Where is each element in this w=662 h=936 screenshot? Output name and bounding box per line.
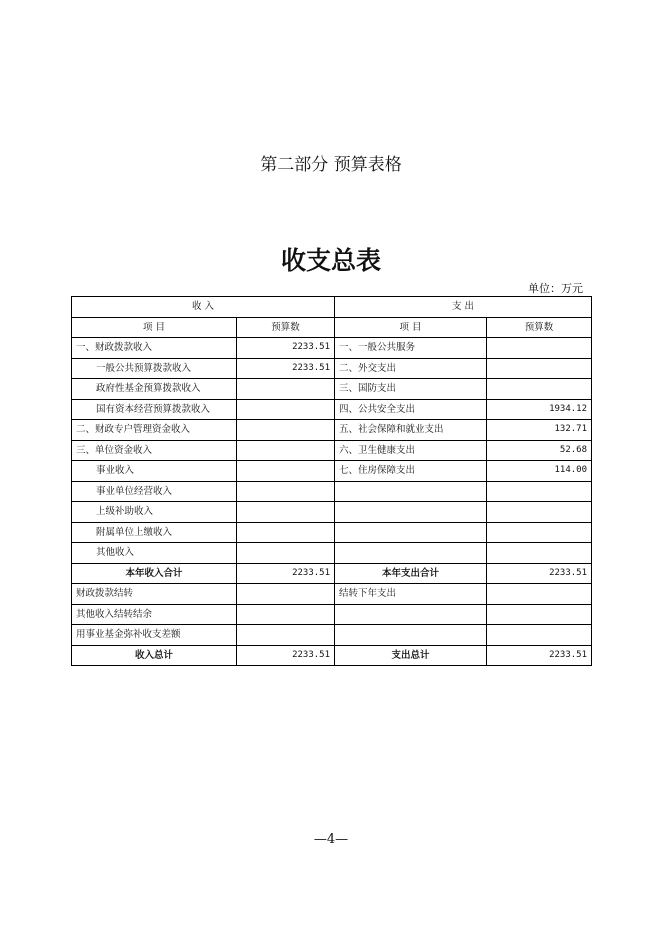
expense-value-cell: 1934.12 [487,399,592,420]
income-item-header: 项 目 [72,317,237,338]
page-number: —4— [313,832,349,847]
expense-value-cell [487,358,592,379]
expense-item-cell [335,502,487,523]
income-value-cell [237,440,335,461]
income-item-cell: 财政拨款结转 [72,584,237,605]
table-row [72,399,592,420]
table-row [72,584,592,605]
income-value-cell [237,481,335,502]
income-item-cell: 其他收入结转结余 [72,604,237,625]
grand-expense-total-value: 2233.51 [487,645,592,666]
table-row [72,625,592,646]
table-row [72,420,592,441]
income-item-cell: 一般公共预算拨款收入 [72,358,237,379]
year-expense-total-value: 2233.51 [487,563,592,584]
income-value-cell: 2233.51 [237,338,335,359]
header-row-columns [72,317,592,338]
income-value-cell [237,399,335,420]
table-row [72,481,592,502]
table-row [72,440,592,461]
income-item-cell: 上级补助收入 [72,502,237,523]
expense-item-cell [335,604,487,625]
expense-item-cell: 结转下年支出 [335,584,487,605]
expense-item-header: 项 目 [335,317,487,338]
grand-total-row [72,645,592,666]
income-item-cell: 一、财政拨款收入 [72,338,237,359]
expense-item-cell [335,625,487,646]
unit-label: 单位：万元 [528,282,583,295]
table-row [72,522,592,543]
grand-expense-total-label: 支出总计 [335,645,487,666]
income-value-cell [237,625,335,646]
part-title: 第二部分 预算表格 [260,155,402,175]
table-row [72,543,592,564]
income-budget-header: 预算数 [237,317,335,338]
income-item-cell: 二、财政专户管理资金收入 [72,420,237,441]
expense-item-cell: 七、住房保障支出 [335,461,487,482]
income-item-cell: 国有资本经营预算拨款收入 [72,399,237,420]
expense-item-cell: 四、公共安全支出 [335,399,487,420]
expense-item-cell: 五、社会保障和就业支出 [335,420,487,441]
income-value-cell [237,502,335,523]
income-value-cell [237,584,335,605]
budget-summary-table [71,296,592,666]
income-item-cell: 事业单位经营收入 [72,481,237,502]
income-value-cell [237,604,335,625]
income-item-cell: 三、单位资金收入 [72,440,237,461]
expense-value-cell: 132.71 [487,420,592,441]
expense-item-cell [335,481,487,502]
expense-budget-header: 预算数 [487,317,592,338]
table-row [72,338,592,359]
income-value-cell: 2233.51 [237,358,335,379]
expense-item-cell [335,543,487,564]
year-income-total-label: 本年收入合计 [72,563,237,584]
income-value-cell [237,379,335,400]
table-row [72,604,592,625]
expense-value-cell [487,379,592,400]
expense-value-cell [487,502,592,523]
table-row [72,379,592,400]
income-value-cell [237,461,335,482]
expense-value-cell [487,584,592,605]
table-title: 收支总表 [280,246,381,275]
income-item-cell: 用事业基金弥补收支差额 [72,625,237,646]
expense-value-cell [487,522,592,543]
grand-income-total-value: 2233.51 [237,645,335,666]
table-row [72,358,592,379]
income-item-cell: 事业收入 [72,461,237,482]
expense-value-cell [487,481,592,502]
expense-item-cell: 六、卫生健康支出 [335,440,487,461]
income-item-cell: 政府性基金预算拨款收入 [72,379,237,400]
year-total-row [72,563,592,584]
grand-income-total-label: 收入总计 [72,645,237,666]
income-value-cell [237,522,335,543]
expense-item-cell: 二、外交支出 [335,358,487,379]
expense-item-cell [335,522,487,543]
header-row-section [72,297,592,318]
income-item-cell: 附属单位上缴收入 [72,522,237,543]
expense-value-cell: 52.68 [487,440,592,461]
expense-value-cell [487,543,592,564]
expense-value-cell [487,604,592,625]
year-expense-total-label: 本年支出合计 [335,563,487,584]
income-value-cell [237,420,335,441]
income-value-cell [237,543,335,564]
expense-value-cell [487,338,592,359]
table-row [72,502,592,523]
expense-item-cell: 一、一般公共服务 [335,338,487,359]
expense-value-cell [487,625,592,646]
income-section-header: 收 入 [72,297,335,318]
expense-value-cell: 114.00 [487,461,592,482]
expense-section-header: 支 出 [335,297,592,318]
expense-item-cell: 三、国防支出 [335,379,487,400]
year-income-total-value: 2233.51 [237,563,335,584]
table-row [72,461,592,482]
income-item-cell: 其他收入 [72,543,237,564]
